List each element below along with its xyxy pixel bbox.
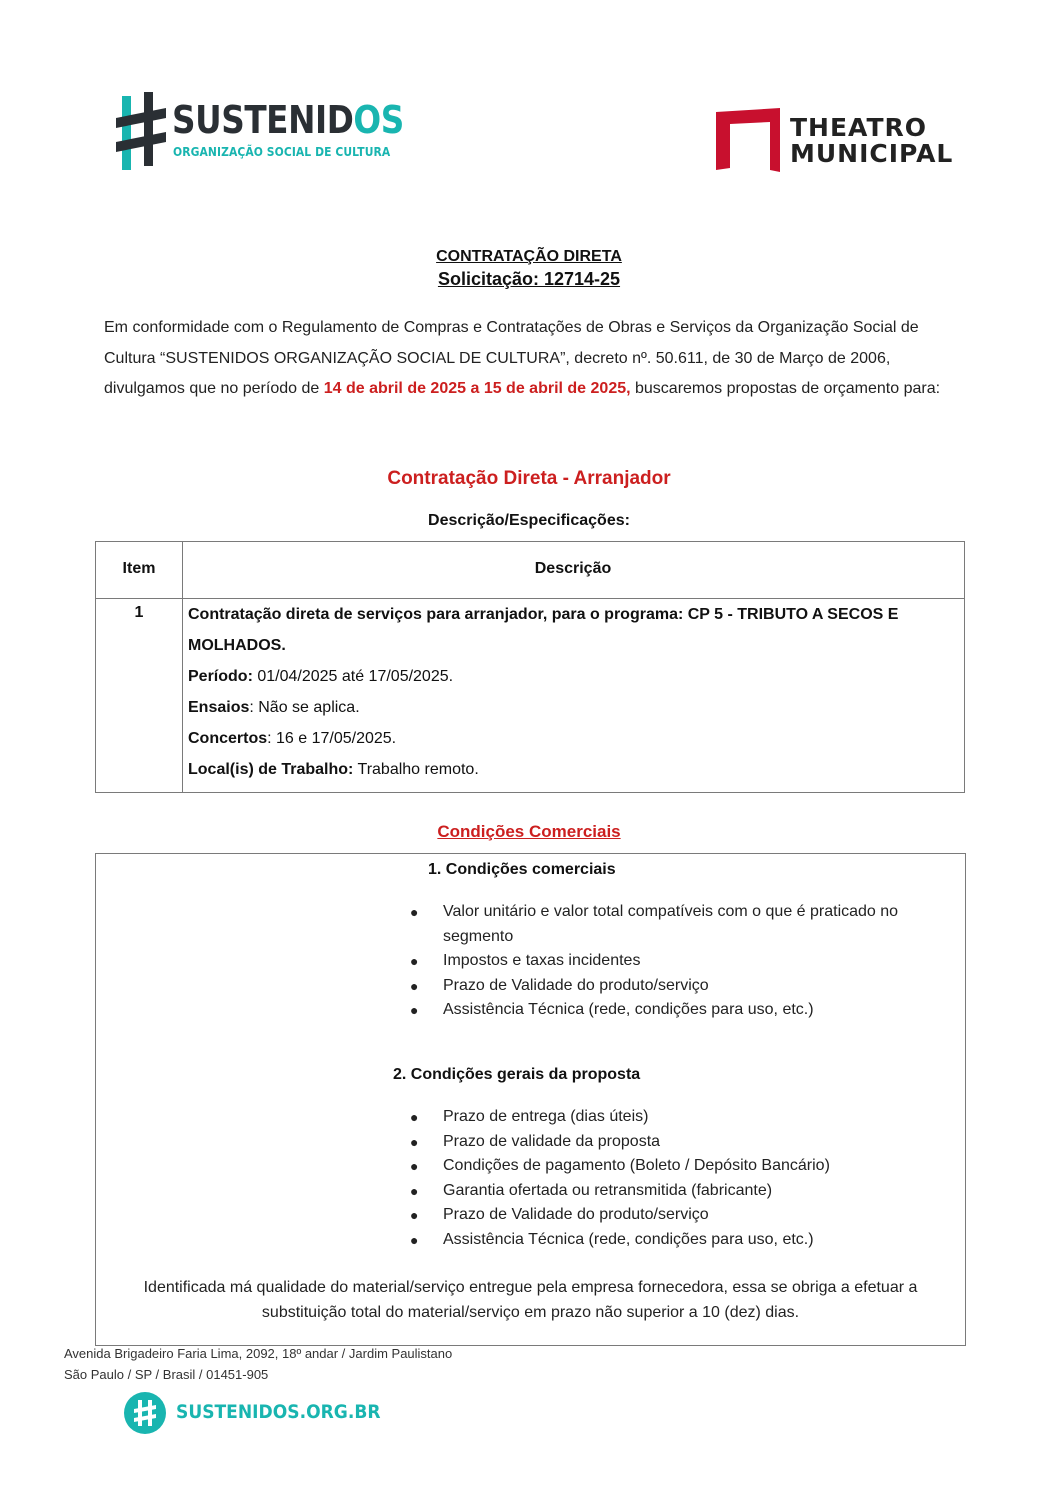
website-link[interactable]: SUSTENIDOS.ORG.BR [176,1401,381,1423]
brand-name-teal: OS [353,98,404,142]
intro-paragraph [104,313,954,405]
list-item: ● Valor unitário e valor total compatíveis com o que é praticado no segmento [408,900,938,949]
bullet-icon: ● [410,904,419,920]
brand-subtitle: ORGANIZAÇÃO SOCIAL DE CULTURA [173,144,391,159]
conditions-title: Condições Comerciais [437,822,621,841]
brand-name-dark: SUSTENID [172,98,354,142]
bullet-icon: ● [410,1207,419,1223]
bullet-icon: ● [410,953,419,969]
bullet-icon: ● [410,1182,419,1199]
section2-heading: 2. Condições gerais da proposta [393,1066,641,1083]
bullet-icon: ● [410,1158,419,1174]
header-item: Item [122,560,156,577]
request-number: Solicitação: 12714-25 [437,269,621,289]
intro-period-highlight: 14 de abril de 2025 a 15 de abril de 2025, [323,380,631,397]
periodo-label: Período: [188,668,253,685]
document-title: CONTRATAÇÃO DIRETA [436,248,622,265]
hash-icon [116,92,166,170]
header-description: Descrição [534,560,612,577]
list-item: ● Prazo de entrega (dias úteis) [408,1105,938,1130]
theatro-line1: THEATRO [790,113,928,142]
bullet-icon: ● [410,1002,419,1018]
theatro-arch-icon [716,108,780,172]
list-item: ● Impostos e taxas incidentes [408,949,938,974]
list-item: ● Condições de pagamento (Boleto / Depósito Bancário) [408,1154,938,1179]
concertos-value: : 16 e 17/05/2025. [267,730,397,747]
list-item: ● Prazo de Validade do produto/serviço [408,974,938,999]
description-heading: Descrição/Especificações: [428,512,630,529]
bullet-icon: ● [410,1231,419,1248]
bullet-icon: ● [410,1133,419,1150]
section1-list [408,900,938,1023]
list-item: ● Prazo de Validade do produto/serviço [408,1203,938,1228]
concertos-label: Concertos [188,730,268,747]
local-value: Trabalho remoto. [353,761,479,778]
theatro-line2: MUNICIPAL [790,139,954,168]
footer-address [64,1343,452,1385]
row-item-number: 1 [134,604,144,621]
theatro-municipal-logo [716,108,956,174]
specification-table [95,541,965,793]
periodo-value: 01/04/2025 até 17/05/2025. [252,668,454,685]
ensaios-value: : Não se aplica. [249,699,360,716]
section2-list [408,1105,938,1252]
conditions-box [95,853,966,1346]
local-line [188,754,952,785]
bullet-icon: ● [410,977,419,994]
address-line2: São Paulo / SP / Brasil / 01451-905 [64,1367,269,1382]
hash-circle-icon [124,1392,166,1434]
ensaios-line [188,692,952,723]
sustenidos-logo [116,92,404,172]
intro-text-before: Em conformidade com o Regulamento de Compras e Contratações de Obras e Serviços da Organização Social de Cultura “SUSTENIDOS ORGANIZAÇÃO SOCIAL DE CULTURA”, decreto nº. 50.611, de 30 de Março de 2006, divulgamos que no período de [104,319,919,397]
concertos-line [188,723,952,754]
local-label: Local(is) de Trabalho: [188,761,354,778]
list-item: ● Assistência Técnica (rede, condições para uso, etc.) [408,1228,938,1253]
table-divider [182,542,183,792]
list-item: ● Garantia ofertada ou retransmitida (fabricante) [408,1179,938,1204]
list-item: ● Prazo de validade da proposta [408,1130,938,1155]
intro-text-after: buscaremos propostas de orçamento para: [630,380,941,397]
ensaios-label: Ensaios [188,699,250,716]
address-line1: Avenida Brigadeiro Faria Lima, 2092, 18º andar / Jardim Paulistano [64,1346,453,1361]
list-item: ● Assistência Técnica (rede, condições para uso, etc.) [408,998,938,1023]
quality-note: Identificada má qualidade do material/serviço entregue pela empresa fornecedora, essa se obriga a efetuar a substituição total do material/serviço em prazo não superior a 10 (dez) dias. [143,1279,918,1321]
section1-heading: 1. Condições comerciais [428,861,616,878]
service-title: Contratação direta de serviços para arranjador, para o programa: CP 5 - TRIBUTO A SECOS E MOLHADOS. [188,606,899,654]
footer-logo [124,1392,384,1434]
row-description [188,599,952,785]
section-title: Contratação Direta - Arranjador [387,468,671,489]
periodo-line [188,661,952,692]
bullet-icon: ● [410,1109,419,1125]
